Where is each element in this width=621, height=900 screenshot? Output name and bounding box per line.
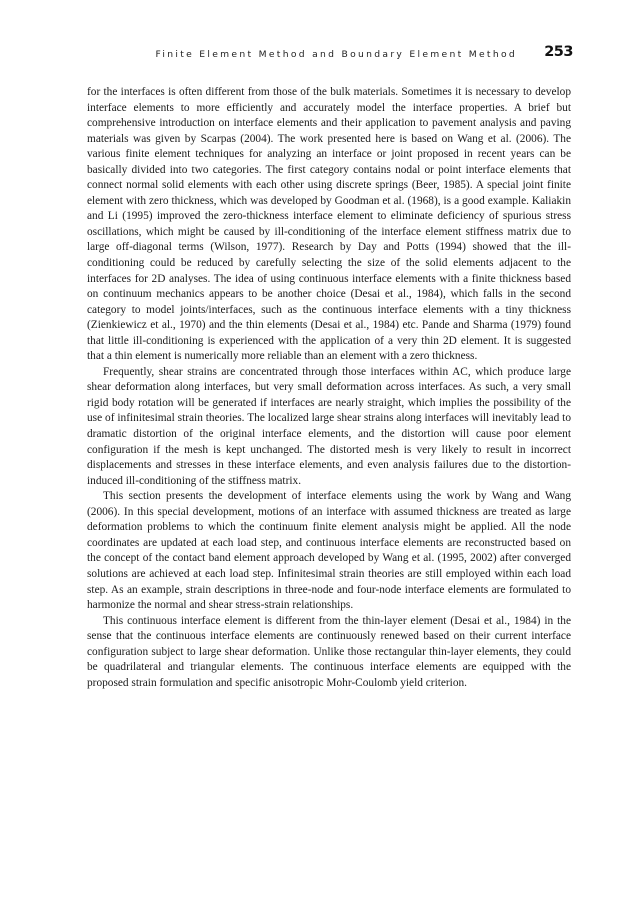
running-title: Finite Element Method and Boundary Element Method bbox=[155, 49, 517, 60]
page-number: 253 bbox=[544, 44, 573, 60]
body-text bbox=[87, 85, 571, 691]
paragraph-4: This continuous interface element is different from the thin-layer element (Desai et al., 1984) in the sense that the continuous interface elements are continuously renewed based on their current interface configuration subject to large shear deformation. Unlike those rectangular thin-layer elements, they could be quadrilateral and triangular elements. The continuous interface elements are equipped with the proposed strain formulation and specific anisotropic Mohr-Coulomb yield criterion. bbox=[87, 614, 571, 689]
running-header bbox=[0, 44, 571, 66]
paragraph-3: This section presents the development of interface elements using the work by Wang and Wang (2006). In this special development, motions of an interface with assumed thickness are treated as large deformation problems to which the continuum finite element analysis might be applied. All the node coordinates are updated at each load step, and continuous interface elements are reconstructed based on the concept of the contact band element approach developed by Wang et al. (1995, 2002) after converged solutions are achieved at each load step. Infinitesimal strain theories are still employed within each load step. As an example, strain descriptions in three-node and four-node interface elements are formulated to harmonize the normal and shear stress-strain relationships. bbox=[87, 490, 571, 612]
paragraph-1: for the interfaces is often different from those of the bulk materials. Sometimes it is necessary to develop interface elements to more efficiently and accurately model the interface properties. A brief but comprehensive introduction on interface elements and their application to pavement analysis and paving materials was given by Scarpas (2004). The work presented here is based on Wang et al. (2006). The various finite element techniques for analyzing an interface or joint proposed in recent years can be basically divided into two categories. The first category contains nodal or point interface elements that connect normal solid elements with each other using discrete springs (Beer, 1985). A special joint finite element with zero thickness, which was developed by Goodman et al. (1968), is a good example. Kaliakin and Li (1995) improved the zero-thickness interface element to eliminate deficiency of spurious stress oscillations, which might be caused by ill-conditioning of the interface element stiffness matrix due to large off-diagonal terms (Wilson, 1977). Research by Day and Potts (1994) showed that the ill-conditioning could be reduced by carefully selecting the size of the solid elements adjacent to the interfaces for 2D analyses. The idea of using continuous interface elements with a finite thickness based on continuum mechanics appears to be another choice (Desai et al., 1984), which falls in the second category to model joints/interfaces, such as the continuous interface elements with a tiny thickness (Zienkiewicz et al., 1970) and the thin elements (Desai et al., 1984) etc. Pande and Sharma (1979) found that little ill-conditioning is experienced with the application of a very thin 2D element. It is suggested that a thin element is numerically more reliable than an element with a zero thickness. bbox=[87, 86, 571, 363]
paragraph-2: Frequently, shear strains are concentrated through those interfaces within AC, which produce large shear deformation along interfaces, but very small deformation across interfaces. As such, a very small rigid body rotation will be generated if interfaces are nearly straight, which implies the possibility of the use of infinitesimal strain theories. The localized large shear strains along interfaces will inevitably lead to dramatic distortion of the original interface elements, and the distortion will cause poor element configuration if the mesh is kept unchanged. The distorted mesh is very likely to result in incorrect displacements and stresses in these interface elements, and even analysis failures due to the distortion-induced ill-conditioning of the stiffness matrix. bbox=[87, 365, 571, 487]
